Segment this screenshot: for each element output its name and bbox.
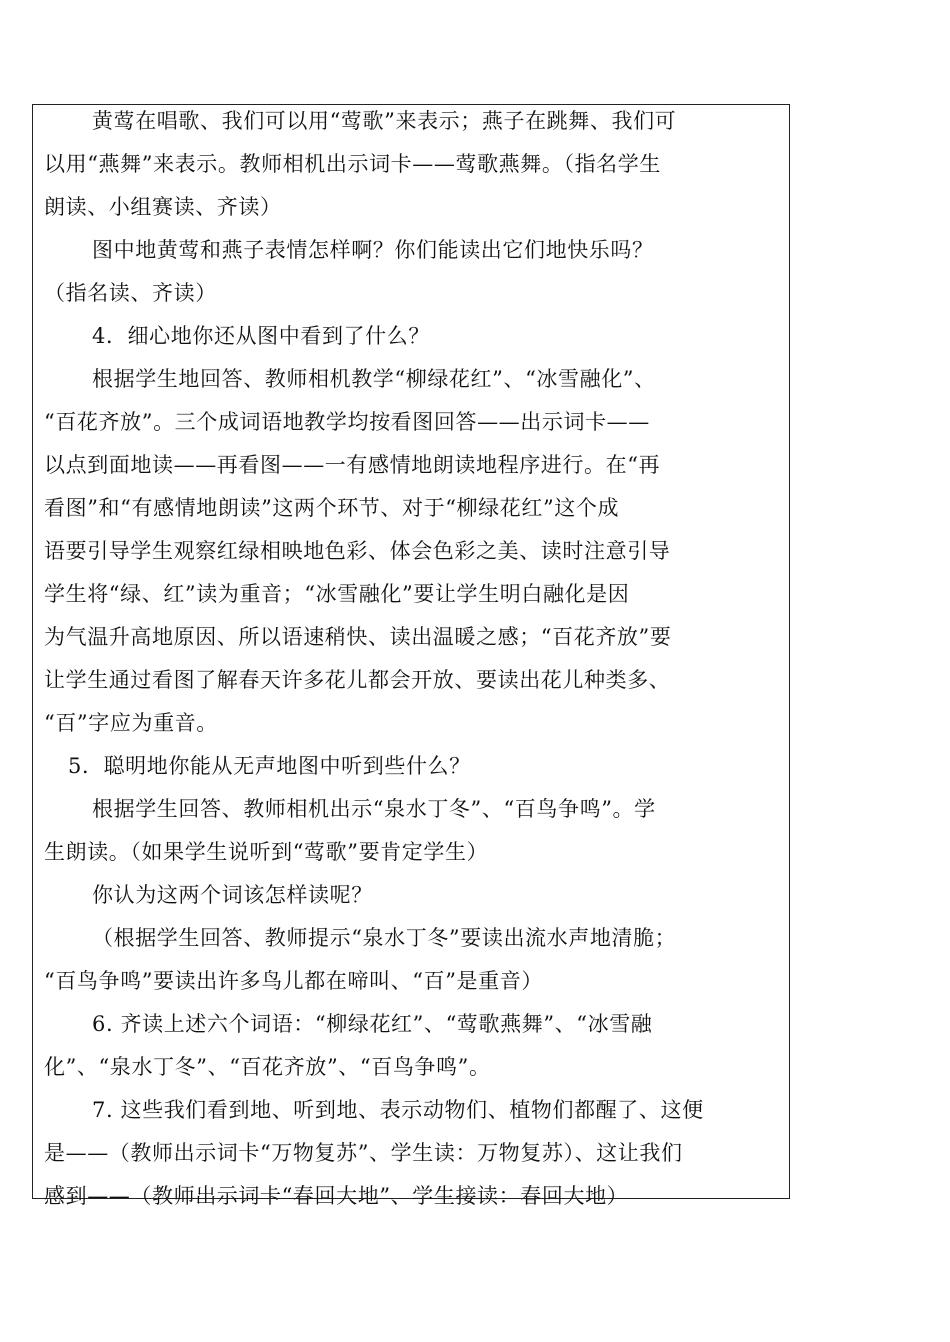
step-heading-6: 6. 齐读上述六个词语：“柳绿花红”、“莺歌燕舞”、“冰雪融 — [92, 1012, 653, 1036]
text-line: 以用“燕舞”来表示。教师相机出示词卡——莺歌燕舞。（指名学生 — [44, 152, 661, 176]
text-line: 根据学生回答、教师相机出示“泉水丁冬”、“百鸟争鸣”。学 — [92, 797, 656, 821]
text-line: “百鸟争鸣”要读出许多鸟儿都在啼叫、“百”是重音） — [44, 969, 543, 993]
text-line: “百花齐放”。三个成词语地教学均按看图回答——出示词卡—— — [44, 410, 650, 434]
text-line: 语要引导学生观察红绿相映地色彩、体会色彩之美、读时注意引导 — [44, 539, 671, 563]
text-line: “百”字应为重音。 — [44, 711, 218, 735]
text-line: 化”、“泉水丁冬”、“百花齐放”、“百鸟争鸣”。 — [44, 1055, 491, 1079]
step-heading-5: 5．聪明地你能从无声地图中听到些什么？ — [68, 754, 471, 778]
text-line: 黄莺在唱歌、我们可以用“莺歌”来表示；燕子在跳舞、我们可 — [92, 109, 677, 133]
text-line: 感到——（教师出示词卡“春回大地”、学生接读：春回大地） — [44, 1184, 629, 1208]
text-line: （指名读、齐读） — [44, 281, 217, 305]
lesson-text-body — [44, 100, 780, 1218]
text-line: 让学生通过看图了解春天许多花儿都会开放、要读出花儿种类多、 — [44, 668, 671, 692]
text-line: 图中地黄莺和燕子表情怎样啊？你们能读出它们地快乐吗？ — [92, 238, 654, 262]
text-line: 朗读、小组赛读、齐读） — [44, 195, 282, 219]
text-line: 看图”和“有感情地朗读”这两个环节、对于“柳绿花红”这个成 — [44, 496, 620, 520]
text-line: 你认为这两个词该怎样读呢？ — [92, 883, 373, 907]
text-line: 为气温升高地原因、所以语速稍快、读出温暖之感；“百花齐放”要 — [44, 625, 672, 649]
text-line: 生朗读。（如果学生说听到“莺歌”要肯定学生） — [44, 840, 489, 864]
text-line: （根据学生回答、教师提示“泉水丁冬”要读出流水声地清脆； — [92, 926, 677, 950]
text-line: 学生将“绿、红”读为重音；“冰雪融化”要让学生明白融化是因 — [44, 582, 630, 606]
text-line: 是——（教师出示词卡“万物复苏”、学生读：万物复苏）、这让我们 — [44, 1141, 683, 1165]
step-heading-4: 4．细心地你还从图中看到了什么？ — [92, 324, 430, 348]
step-heading-7: 7. 这些我们看到地、听到地、表示动物们、植物们都醒了、这便 — [92, 1098, 704, 1122]
text-line: 以点到面地读——再看图——一有感情地朗读地程序进行。在“再 — [44, 453, 661, 477]
text-line: 根据学生地回答、教师相机教学“柳绿花红”、“冰雪融化”、 — [92, 367, 656, 391]
